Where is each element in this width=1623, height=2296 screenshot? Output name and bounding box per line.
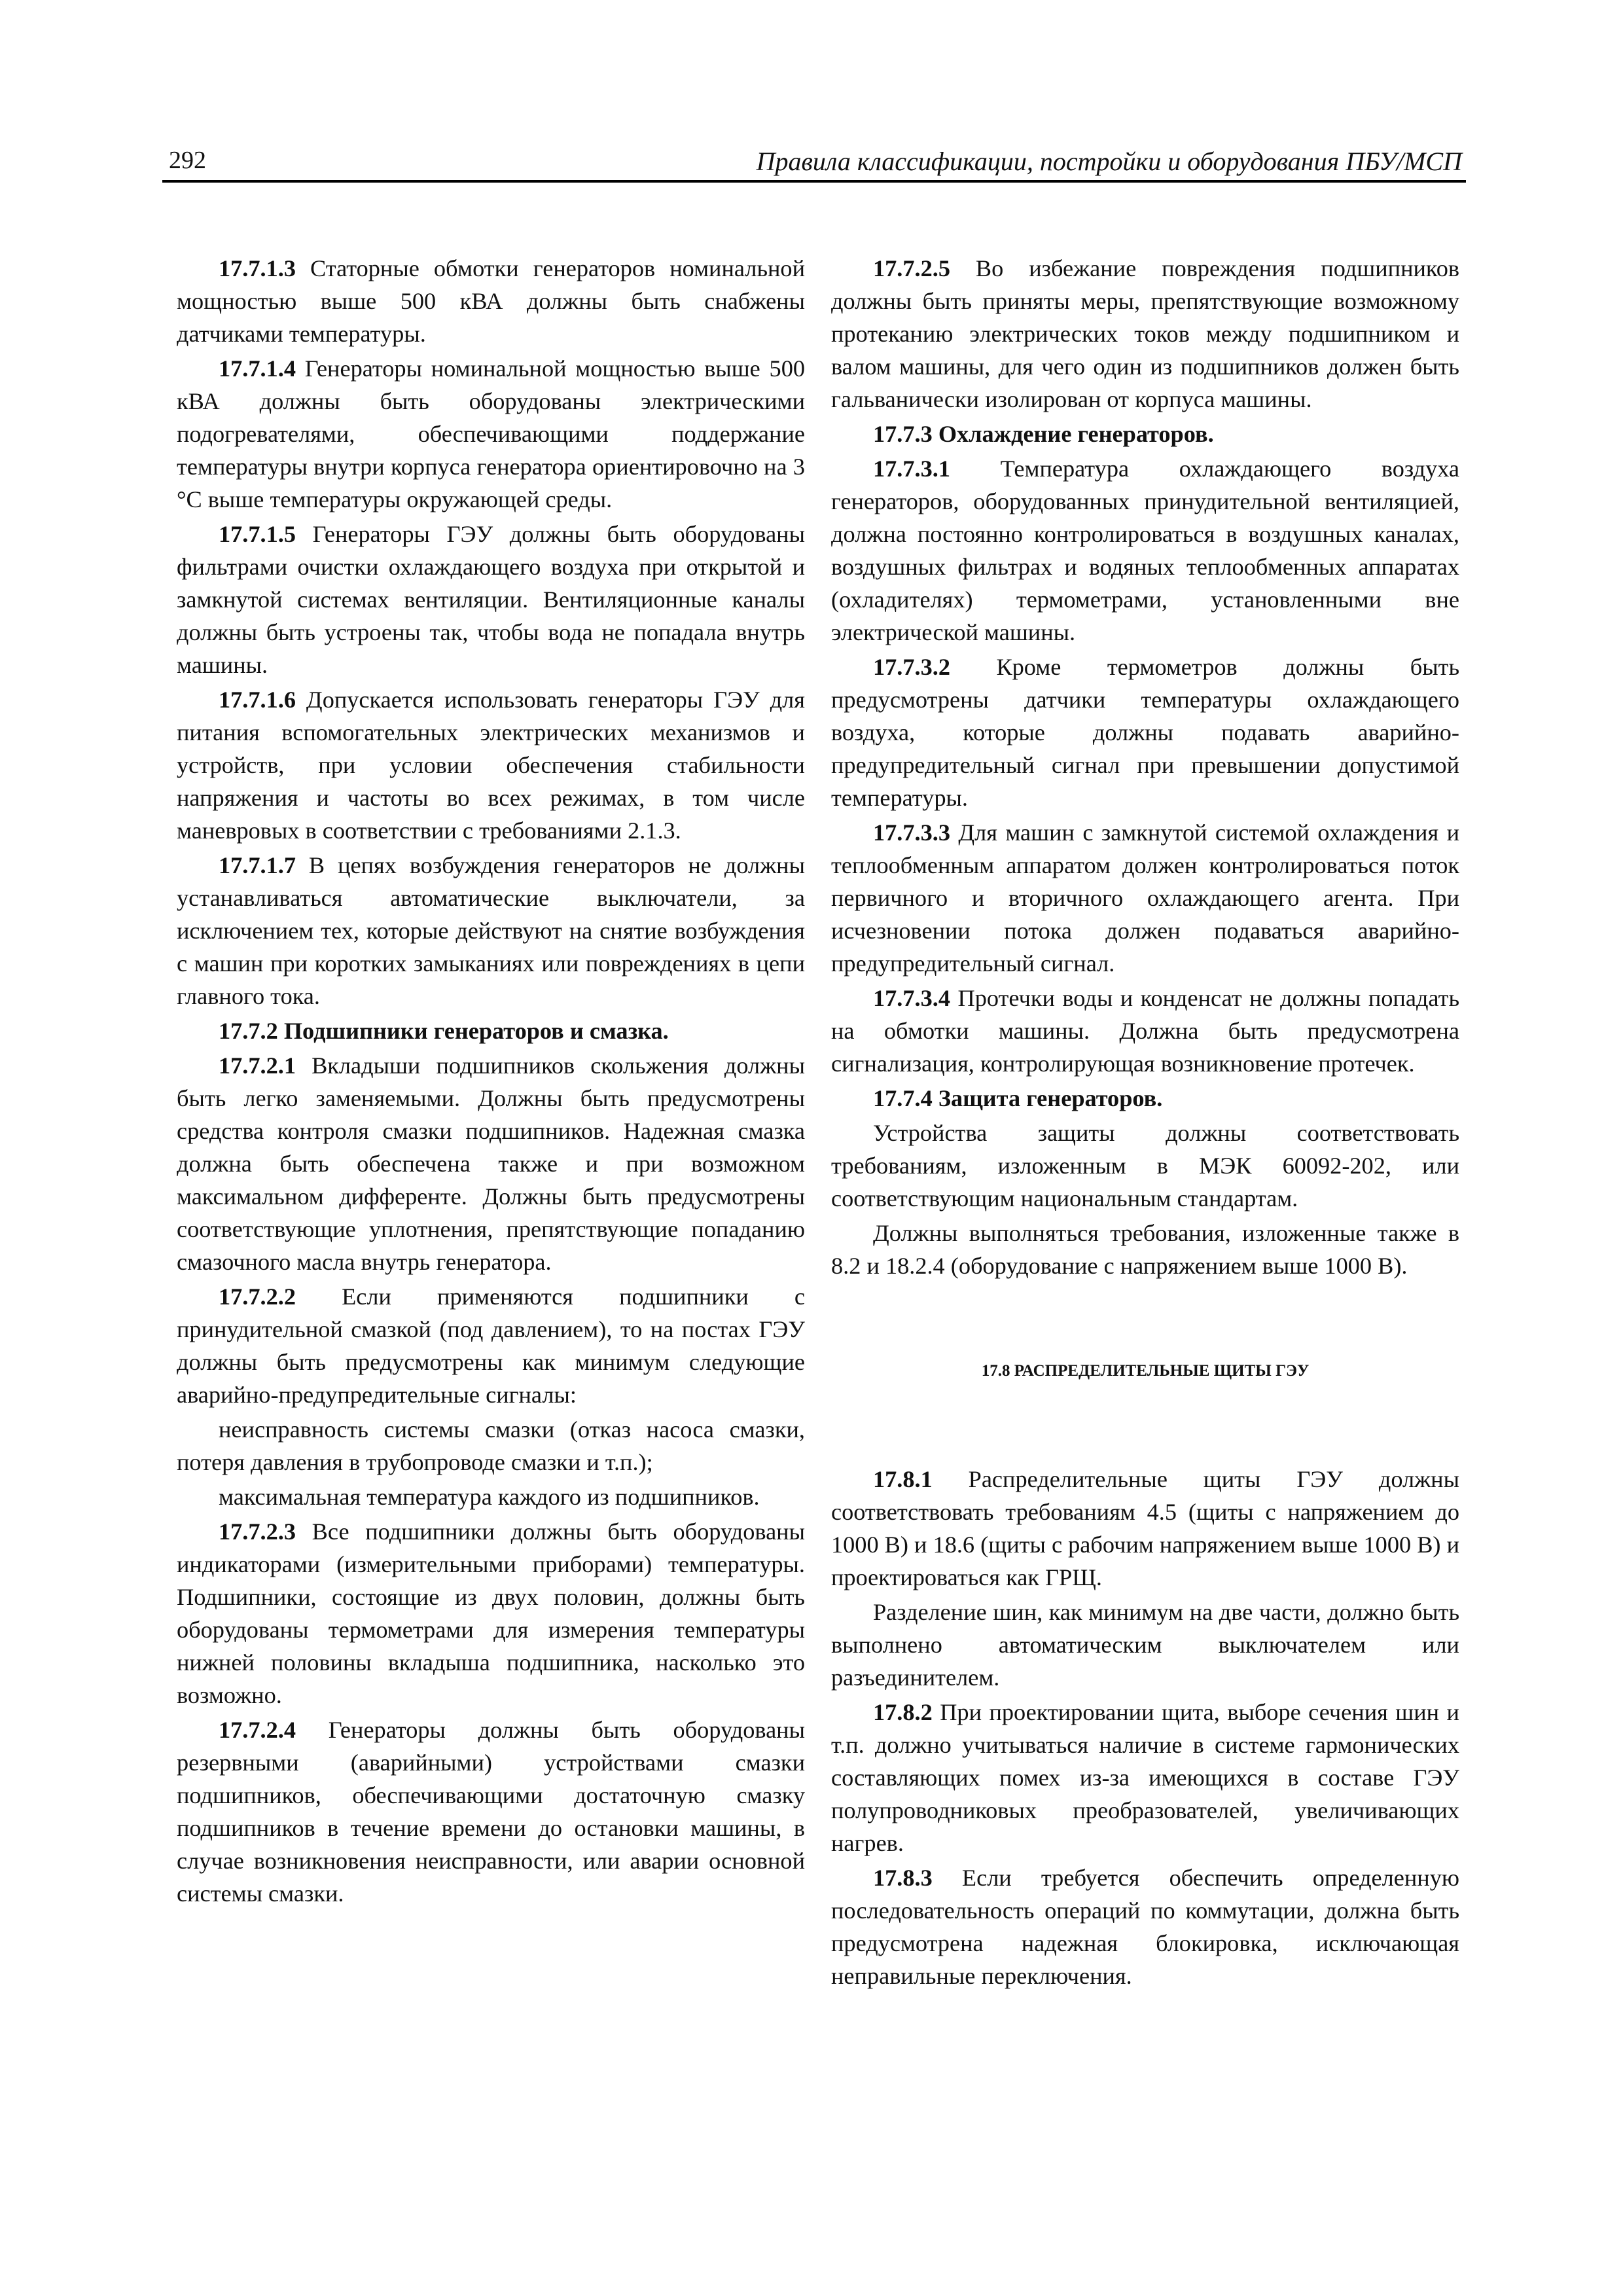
paragraph-17-8-2: 17.8.2 При проектировании щита, выборе сечения шин и т.п. должно учитываться наличие в системе гармонических составляющих помех из-за имеющихся в составе ГЭУ полупроводниковых преобразователей, увеличивающих нагрев.	[831, 1699, 1459, 1856]
page-number: 292	[169, 147, 206, 174]
right-column	[831, 252, 1459, 1994]
paragraph-17-8-3: 17.8.3 Если требуется обеспечить определенную последовательность операций по коммутации, должна быть предусмотрена надежная блокировка, исключающая неправильные переключения.	[831, 1865, 1459, 1989]
paragraph-17-7-3-1: 17.7.3.1 Температура охлаждающего воздуха генераторов, оборудованных принудительной вентиляцией, должна постоянно контролироваться в воздушных каналах, воздушных фильтрах и водяных теплообменных аппаратах (охладителях) термометрами, установленными вне электрической машины.	[831, 456, 1459, 645]
paragraph-17-7-2-5: 17.7.2.5 Во избежание повреждения подшипников должны быть приняты меры, препятствующие возможному протеканию электрических токов между подшипником и валом машины, для чего один из подшипников должен быть гальванически изолирован от корпуса машины.	[831, 255, 1459, 412]
paragraph-bus-separation: Разделение шин, как минимум на две части, должно быть выполнено автоматическим выключателем или разъединителем.	[831, 1599, 1459, 1691]
left-column	[177, 252, 805, 1912]
paragraph-17-7-2-3: 17.7.2.3 Все подшипники должны быть оборудованы индикаторами (измерительными приборами) температуры. Подшипники, состоящие из двух половин, должны быть оборудованы термометрами для измерения температуры нижней половины вкладыша подшипника, насколько это возможно.	[177, 1518, 805, 1708]
paragraph-17-7-1-4: 17.7.1.4 Генераторы номинальной мощностью выше 500 кВА должны быть оборудованы электрическими подогревателями, обеспечивающими поддержание температуры внутри корпуса генератора ориентировочно на 3 °С выше температуры окружающей среды.	[177, 355, 805, 512]
paragraph-17-7-2-2: 17.7.2.2 Если применяются подшипники с принудительной смазкой (под давлением), то на постах ГЭУ должны быть предусмотрены как минимум следующие аварийно-предупредительные сигналы:	[177, 1283, 805, 1408]
paragraph-17-7-1-3: 17.7.1.3 Статорные обмотки генераторов номинальной мощностью выше 500 кВА должны быть снабжены датчиками температуры.	[177, 255, 805, 347]
paragraph-17-7-3-4: 17.7.3.4 Протечки воды и конденсат не должны попадать на обмотки машины. Должна быть предусмотрена сигнализация, контролирующая возникновение протечек.	[831, 985, 1459, 1077]
paragraph-17-7-1-7: 17.7.1.7 В цепях возбуждения генераторов не должны устанавливаться автоматические выключатели, за исключением тех, которые действуют на снятие возбуждения с машин при коротких замыканиях или повреждениях в цепи главного тока.	[177, 852, 805, 1009]
list-item-lubrication-failure: неисправность системы смазки (отказ насоса смазки, потеря давления в трубопроводе смазки и т.п.);	[177, 1416, 805, 1475]
paragraph-17-7-1-6: 17.7.1.6 Допускается использовать генераторы ГЭУ для питания вспомогательных электрических механизмов и устройств, при условии обеспечения стабильности напряжения и частоты во всех режимах, в том числе маневровых в соответствии с требованиями 2.1.3.	[177, 687, 805, 844]
paragraph-requirements-ref: Должны выполняться требования, изложенные также в 8.2 и 18.2.4 (оборудование с напряжением выше 1000 В).	[831, 1220, 1459, 1279]
paragraph-17-7-1-5: 17.7.1.5 Генераторы ГЭУ должны быть оборудованы фильтрами очистки охлаждающего воздуха при открытой и замкнутой системах вентиляции. Вентиляционные каналы должны быть устроены так, чтобы вода не попадала внутрь машины.	[177, 521, 805, 678]
paragraph-17-7-3-2: 17.7.3.2 Кроме термометров должны быть предусмотрены датчики температуры охлаждающего воздуха, которые должны подавать аварийно-предупредительный сигнал при превышении допустимой температуры.	[831, 654, 1459, 811]
page-header	[162, 141, 1466, 183]
paragraph-protection-devices: Устройства защиты должны соответствовать требованиям, изложенным в МЭК 60092-202, или соответствующим национальным стандартам.	[831, 1120, 1459, 1211]
subheading-17-7-4: 17.7.4 Защита генераторов.	[873, 1085, 1163, 1111]
subheading-17-7-2: 17.7.2 Подшипники генераторов и смазка.	[219, 1018, 669, 1044]
paragraph-17-7-2-4: 17.7.2.4 Генераторы должны быть оборудованы резервными (аварийными) устройствами смазки подшипников, обеспечивающими достаточную смазку подшипников в течение времени до остановки машины, в случае возникновения неисправности, или аварии основной системы смазки.	[177, 1717, 805, 1907]
list-item-max-temperature: максимальная температура каждого из подшипников.	[219, 1484, 760, 1510]
running-title: Правила классификации, постройки и оборудования ПБУ/МСП	[756, 147, 1462, 176]
subheading-17-7-3: 17.7.3 Охлаждение генераторов.	[873, 421, 1214, 447]
section-heading-17-8: 17.8 РАСПРЕДЕЛИТЕЛЬНЫЕ ЩИТЫ ГЭУ	[981, 1362, 1310, 1380]
paragraph-17-7-3-3: 17.7.3.3 Для машин с замкнутой системой охлаждения и теплообменным аппаратом должен контролироваться поток первичного и вторичного охлаждающего агента. При исчезновении потока должен подаваться аварийно-предупредительный сигнал.	[831, 819, 1459, 977]
paragraph-17-7-2-1: 17.7.2.1 Вкладыши подшипников скольжения должны быть легко заменяемыми. Должны быть предусмотрены средства контроля смазки подшипников. Надежная смазка должна быть обеспечена также и при возможном максимальном дифференте. Должны быть предусмотрены соответствующие уплотнения, препятствующие попаданию смазочного масла внутрь генератора.	[177, 1052, 805, 1275]
paragraph-17-8-1: 17.8.1 Распределительные щиты ГЭУ должны соответствовать требованиям 4.5 (щиты с напряжением до 1000 В) и 18.6 (щиты с рабочим напряжением выше 1000 В) и проектироваться как ГРЩ.	[831, 1466, 1459, 1590]
